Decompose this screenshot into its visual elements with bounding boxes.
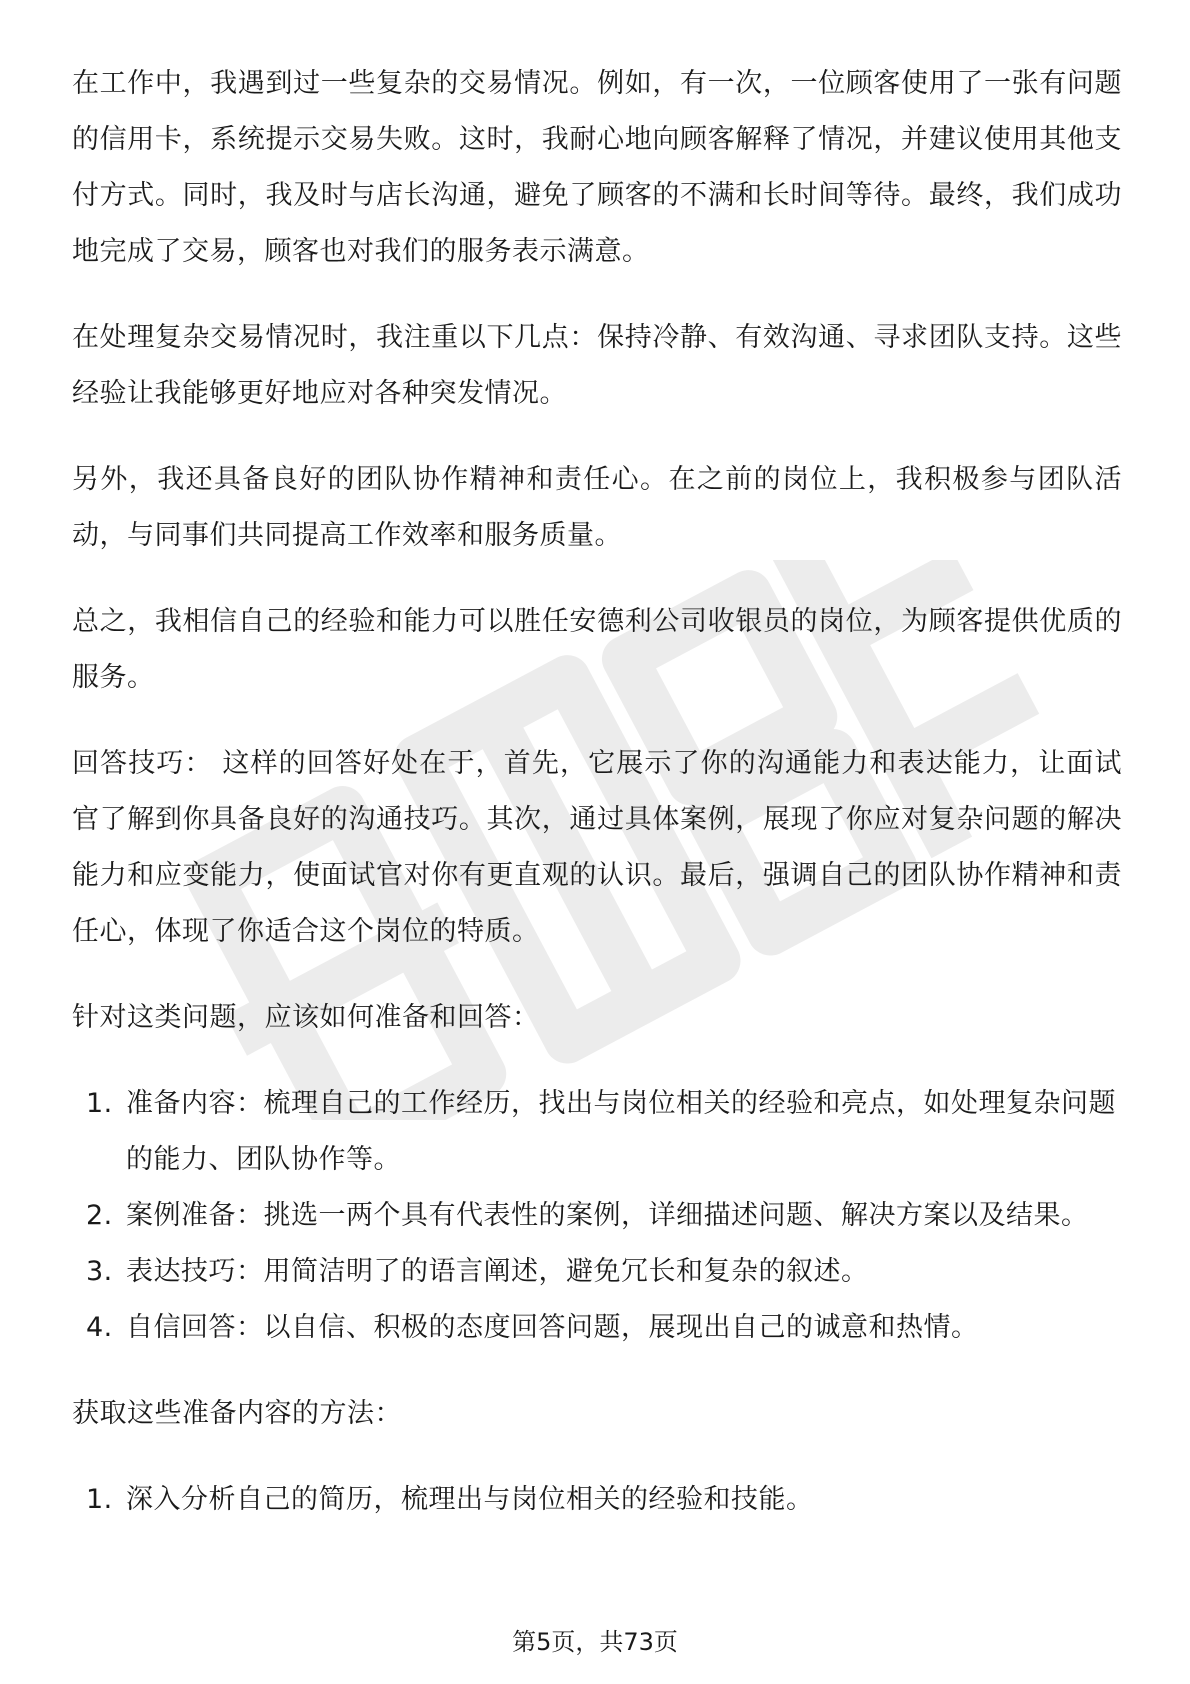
paragraph-complex-transaction: 在工作中，我遇到过一些复杂的交易情况。例如，有一次，一位顾客使用了一张有问题的信用卡，系统提示交易失败。这时，我耐心地向顾客解释了情况，并建议使用其他支付方式。同时，我及时与店长沟通，避免了顾客的不满和长时间等待。最终，我们成功地完成了交易，顾客也对我们的服务表示满意。 bbox=[72, 68, 1122, 267]
paragraph-method-heading: 获取这些准备内容的方法： bbox=[72, 1398, 402, 1429]
list-number: 1. bbox=[86, 1484, 113, 1515]
method-list bbox=[72, 1472, 1122, 1528]
prepare-list bbox=[72, 1076, 1122, 1356]
list-text: 深入分析自己的简历，梳理出与岗位相关的经验和技能。 bbox=[126, 1484, 814, 1515]
list-item bbox=[72, 1300, 1122, 1356]
document-body bbox=[72, 56, 1122, 1558]
list-item bbox=[72, 1472, 1122, 1528]
page-number-footer: 第5页，共73页 bbox=[512, 1628, 678, 1656]
list-text: 准备内容：梳理自己的工作经历，找出与岗位相关的经验和亮点，如处理复杂问题的能力、团队协作等。 bbox=[126, 1088, 1116, 1175]
list-number: 1. bbox=[86, 1088, 113, 1119]
list-number: 4. bbox=[86, 1312, 113, 1343]
list-text: 表达技巧：用简洁明了的语言阐述，避免冗长和复杂的叙述。 bbox=[126, 1256, 869, 1287]
paragraph-conclusion: 总之，我相信自己的经验和能力可以胜任安德利公司收银员的岗位，为顾客提供优质的服务。 bbox=[72, 606, 1122, 693]
list-item bbox=[72, 1244, 1122, 1300]
list-item bbox=[72, 1076, 1122, 1188]
paragraph-teamwork: 另外，我还具备良好的团队协作精神和责任心。在之前的岗位上，我积极参与团队活动，与同事们共同提高工作效率和服务质量。 bbox=[72, 464, 1122, 551]
list-item bbox=[72, 1188, 1122, 1244]
list-number: 3. bbox=[86, 1256, 113, 1287]
paragraph-answer-tips: 回答技巧： 这样的回答好处在于，首先，它展示了你的沟通能力和表达能力，让面试官了解到你具备良好的沟通技巧。其次，通过具体案例，展现了你应对复杂问题的解决能力和应变能力，使面试官对你有更直观的认识。最后，强调自己的团队协作精神和责任心，体现了你适合这个岗位的特质。 bbox=[72, 748, 1122, 947]
list-text: 案例准备：挑选一两个具有代表性的案例，详细描述问题、解决方案以及结果。 bbox=[126, 1200, 1089, 1231]
list-text: 自信回答：以自信、积极的态度回答问题，展现出自己的诚意和热情。 bbox=[126, 1312, 979, 1343]
list-number: 2. bbox=[86, 1200, 113, 1231]
paragraph-prepare-heading: 针对这类问题，应该如何准备和回答： bbox=[72, 1002, 540, 1033]
paragraph-key-points: 在处理复杂交易情况时，我注重以下几点：保持冷静、有效沟通、寻求团队支持。这些经验让我能够更好地应对各种突发情况。 bbox=[72, 322, 1122, 409]
